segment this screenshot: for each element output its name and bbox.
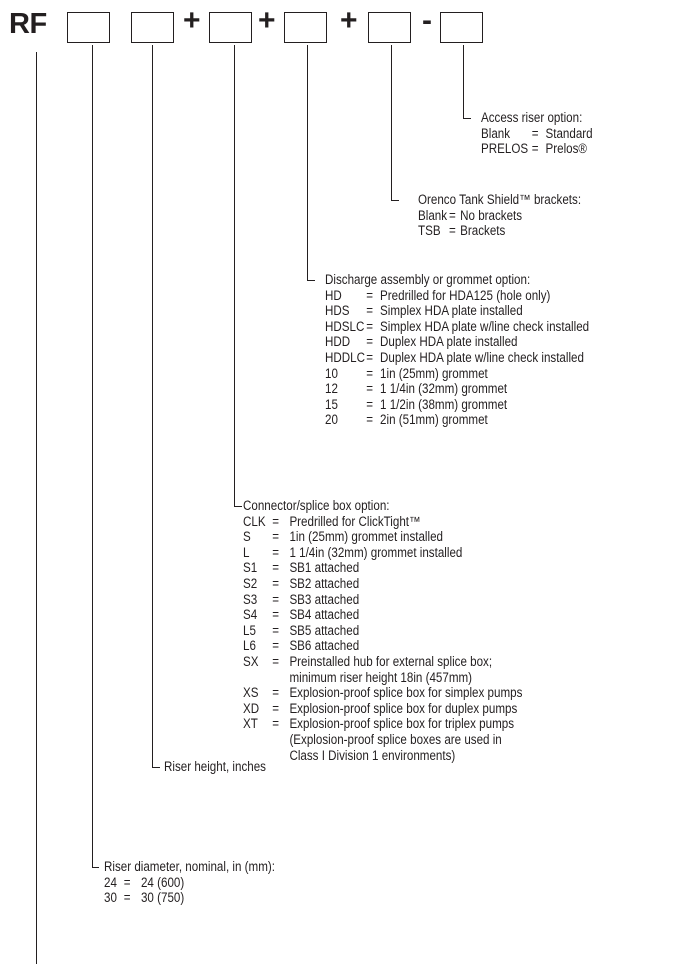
option-code: CLK [243, 513, 266, 529]
option-code: S [243, 529, 251, 545]
option-row [325, 381, 589, 397]
option-desc: Simplex HDA plate w/line check installed [380, 318, 590, 334]
diameter-option-block [104, 859, 275, 906]
access-option-block [481, 110, 593, 157]
option-row [325, 412, 589, 428]
prefix-leader-line [36, 52, 37, 964]
option-code: S4 [243, 607, 258, 623]
option-desc: SB1 attached [289, 560, 360, 576]
option-code: HDDLC [325, 349, 366, 365]
option-row [325, 366, 589, 382]
option-code: Blank [481, 125, 511, 141]
discharge-option-block [325, 272, 589, 444]
option-code: XT [243, 716, 258, 732]
option-row [418, 208, 581, 224]
option-row [325, 397, 589, 413]
access-leader-tick [463, 118, 471, 119]
option-desc: Class I Division 1 environments) [289, 747, 456, 763]
diameter-option-title: Riser diameter, nominal, in (mm): [104, 859, 275, 874]
option-equals: = [272, 622, 280, 638]
height-option-block [164, 759, 266, 775]
option-row [243, 732, 522, 748]
option-row [418, 223, 581, 239]
option-code: XS [243, 685, 259, 701]
option-equals: = [448, 223, 456, 239]
separator-dash: - [422, 4, 432, 37]
option-code: L5 [243, 622, 256, 638]
option-desc: SB3 attached [289, 591, 360, 607]
connector-option-title: Connector/splice box option: [243, 498, 390, 513]
option-code: S3 [243, 591, 258, 607]
option-code: S1 [243, 560, 258, 576]
option-row [243, 716, 522, 732]
discharge-box [284, 12, 327, 43]
option-equals [272, 748, 289, 764]
option-equals: = [366, 381, 374, 397]
option-row [243, 654, 522, 670]
option-row [243, 623, 522, 639]
option-row [325, 319, 589, 335]
option-code: 10 [325, 365, 338, 381]
option-desc: 1 1/2in (38mm) grommet [380, 396, 508, 412]
tankshield-option-block [418, 192, 581, 239]
option-desc: Preinstalled hub for external splice box; [289, 653, 493, 669]
option-desc: 24 (600) [140, 874, 185, 890]
option-row [243, 701, 522, 717]
option-equals [272, 732, 289, 748]
discharge-leader-line [307, 45, 308, 280]
option-equals: = [272, 544, 280, 560]
option-desc: No brackets [460, 207, 523, 223]
option-row [325, 288, 589, 304]
option-equals: = [366, 287, 374, 303]
option-equals: = [448, 207, 456, 223]
option-equals: = [272, 513, 280, 529]
option-desc: Duplex HDA plate installed [380, 334, 518, 350]
option-desc: Predrilled for ClickTight™ [289, 513, 421, 529]
tankshield-leader-line [391, 45, 392, 200]
option-code [325, 428, 366, 444]
option-desc: SB2 attached [289, 575, 360, 591]
option-code: HDS [325, 303, 350, 319]
option-row [243, 529, 522, 545]
option-equals: = [366, 303, 374, 319]
diameter-leader-tick [92, 867, 99, 868]
option-equals: = [366, 349, 374, 365]
option-code: 12 [325, 381, 338, 397]
option-code: TSB [418, 223, 441, 239]
height-leader-tick [152, 767, 160, 768]
option-code: S2 [243, 575, 258, 591]
option-equals: = [272, 591, 280, 607]
tankshield-option-title: Orenco Tank Shield™ brackets: [418, 192, 582, 207]
option-equals: = [123, 890, 131, 906]
option-code: 30 [104, 890, 117, 906]
option-row [243, 514, 522, 530]
option-desc: 1 1/4in (32mm) grommet installed [289, 544, 463, 560]
height-option-title: Riser height, inches [164, 759, 266, 774]
diameter-leader-line [92, 45, 93, 867]
option-code: XD [243, 700, 260, 716]
option-desc: 1in (25mm) grommet installed [289, 529, 444, 545]
option-code: Blank [418, 207, 448, 223]
option-desc: Brackets [460, 223, 506, 239]
option-desc: SB5 attached [289, 622, 360, 638]
option-code: HDSLC [325, 318, 365, 334]
height-leader-line [152, 45, 153, 767]
option-equals: = [272, 529, 280, 545]
option-row [325, 303, 589, 319]
option-equals: = [531, 125, 539, 141]
option-code: L6 [243, 638, 256, 654]
option-row [243, 670, 522, 686]
option-row [243, 607, 522, 623]
option-equals: = [272, 653, 280, 669]
option-desc: SB4 attached [289, 607, 360, 623]
option-desc: Predrilled for HDA125 (hole only) [380, 287, 551, 303]
tankshield-box [368, 12, 411, 43]
option-desc: 2in (51mm) grommet [380, 412, 488, 428]
option-row [243, 685, 522, 701]
option-row [243, 560, 522, 576]
option-code: L [243, 544, 250, 560]
option-equals: = [123, 874, 131, 890]
connector-leader-tick [234, 506, 242, 507]
option-desc: Explosion-proof splice box for triplex pumps [289, 716, 515, 732]
option-equals: = [366, 318, 374, 334]
option-code: SX [243, 653, 259, 669]
option-row [243, 576, 522, 592]
option-equals: = [272, 685, 280, 701]
option-row [325, 428, 589, 444]
diameter-box [67, 12, 110, 43]
option-equals: = [531, 141, 539, 157]
option-desc: Standard [545, 125, 593, 141]
option-desc: minimum riser height 18in (457mm) [289, 669, 473, 685]
option-desc: Duplex HDA plate w/line check installed [380, 349, 584, 365]
connector-option-block [243, 498, 522, 763]
option-row [243, 638, 522, 654]
option-equals: = [366, 365, 374, 381]
option-code [243, 732, 272, 748]
option-row [325, 350, 589, 366]
option-equals: = [272, 716, 280, 732]
height-box [131, 12, 174, 43]
option-equals: = [366, 412, 374, 428]
connector-box [209, 12, 252, 43]
option-code: PRELOS [481, 141, 529, 157]
option-equals: = [272, 700, 280, 716]
option-equals: = [272, 560, 280, 576]
option-row [243, 748, 522, 764]
option-equals: = [366, 334, 374, 350]
option-equals: = [272, 575, 280, 591]
option-code: 24 [104, 874, 117, 890]
option-code [243, 670, 272, 686]
option-row [481, 126, 593, 142]
option-equals: = [366, 396, 374, 412]
option-code: HDD [325, 334, 351, 350]
separator-plus-3: + [340, 4, 358, 37]
tankshield-leader-tick [391, 200, 399, 201]
option-row [104, 875, 275, 891]
option-row [104, 890, 275, 906]
separator-plus-1: + [183, 4, 201, 37]
separator-plus-2: + [258, 4, 276, 37]
discharge-option-title: Discharge assembly or grommet option: [325, 272, 531, 287]
option-equals [366, 428, 380, 444]
option-desc: SB6 attached [289, 638, 360, 654]
option-row [243, 545, 522, 561]
option-desc: Explosion-proof splice box for duplex pumps [289, 700, 518, 716]
access-box [440, 12, 483, 43]
option-code: HD [325, 287, 342, 303]
option-code: 20 [325, 412, 338, 428]
option-desc: 1in (25mm) grommet [380, 365, 488, 381]
access-option-title: Access riser option: [481, 110, 583, 125]
option-code: 15 [325, 396, 338, 412]
option-desc: 1 1/4in (32mm) grommet [380, 381, 508, 397]
connector-leader-line [234, 45, 235, 506]
option-equals: = [272, 607, 280, 623]
option-desc: Simplex HDA plate installed [380, 303, 523, 319]
option-desc: Explosion-proof splice box for simplex pumps [289, 685, 523, 701]
option-equals: = [272, 638, 280, 654]
option-desc: (Explosion-proof splice boxes are used in [289, 731, 502, 747]
option-row [243, 592, 522, 608]
option-row [325, 334, 589, 350]
model-prefix: RF [9, 8, 47, 40]
option-desc: 30 (750) [140, 890, 185, 906]
option-equals [272, 670, 289, 686]
access-leader-line [463, 45, 464, 118]
option-desc: Prelos® [545, 141, 587, 157]
discharge-leader-tick [307, 280, 315, 281]
option-row [481, 141, 593, 157]
